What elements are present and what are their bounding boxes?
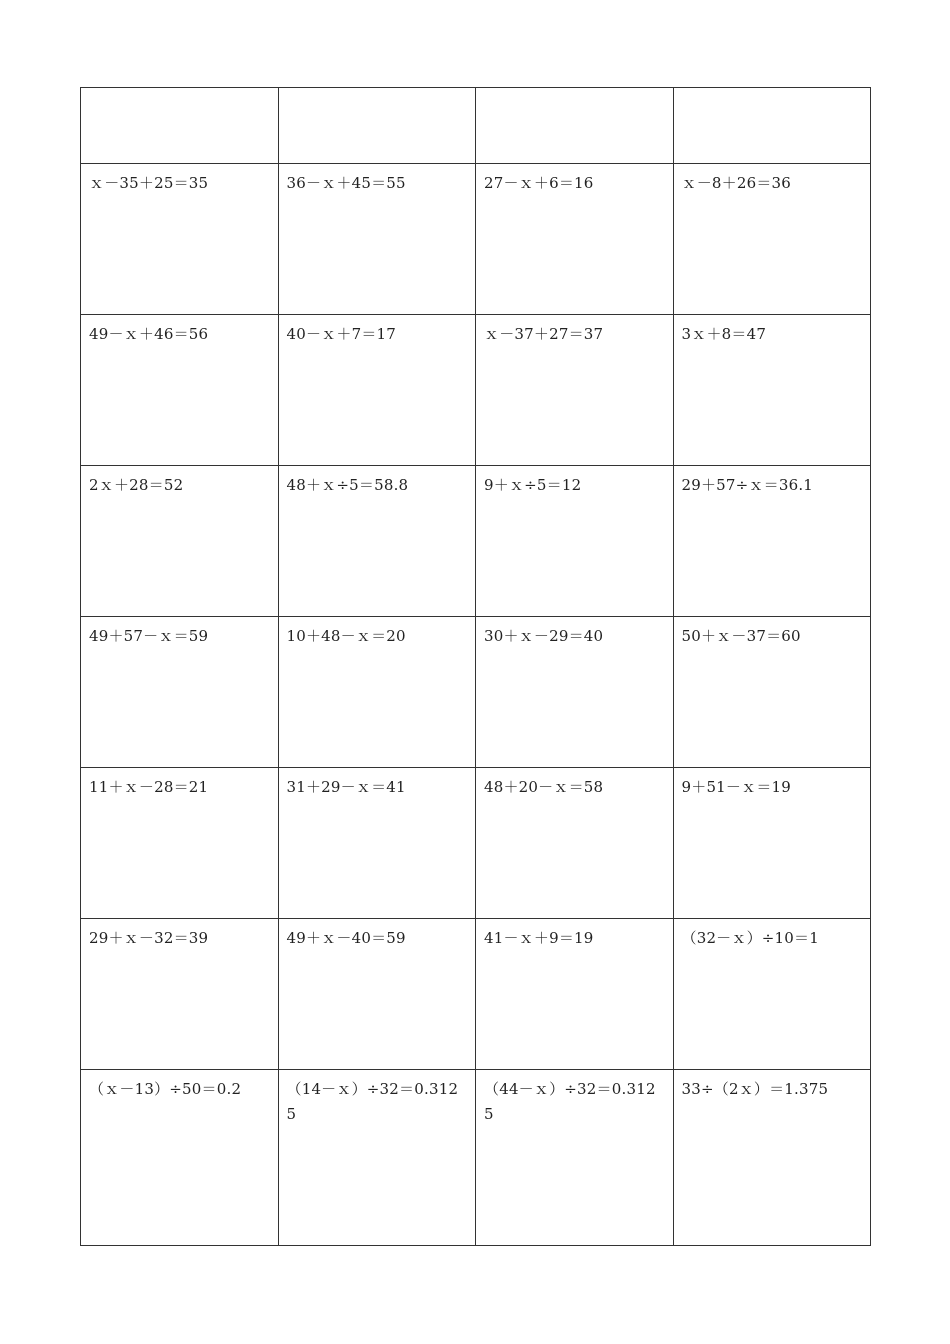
equation-cell: 40－ｘ＋7＝17 xyxy=(278,315,476,466)
equation-cell: 10＋48－ｘ＝20 xyxy=(278,617,476,768)
equation-cell: 41－ｘ＋9＝19 xyxy=(476,919,674,1070)
equation-cell: （14－ｘ）÷32＝0.3125 xyxy=(278,1070,476,1246)
equation-cell: 31＋29－ｘ＝41 xyxy=(278,768,476,919)
empty-cell xyxy=(476,88,674,164)
table-row xyxy=(81,768,871,919)
equation-cell: （ｘ－13）÷50＝0.2 xyxy=(81,1070,279,1246)
equation-cell: 11＋ｘ－28＝21 xyxy=(81,768,279,919)
equation-cell: 2ｘ＋28＝52 xyxy=(81,466,279,617)
equation-cell: （44－ｘ）÷32＝0.3125 xyxy=(476,1070,674,1246)
table-row xyxy=(81,1070,871,1246)
equation-cell: 9＋51－ｘ＝19 xyxy=(673,768,871,919)
equation-cell: 27－ｘ＋6＝16 xyxy=(476,164,674,315)
table-row xyxy=(81,88,871,164)
equation-cell: ｘ－8＋26＝36 xyxy=(673,164,871,315)
equation-cell: 3ｘ＋8＝47 xyxy=(673,315,871,466)
equation-cell: 48＋20－ｘ＝58 xyxy=(476,768,674,919)
equation-cell: 30＋ｘ－29＝40 xyxy=(476,617,674,768)
equation-cell: ｘ－35＋25＝35 xyxy=(81,164,279,315)
empty-cell xyxy=(673,88,871,164)
table-row xyxy=(81,617,871,768)
table-row xyxy=(81,164,871,315)
equation-cell: 36－ｘ＋45＝55 xyxy=(278,164,476,315)
equation-worksheet-table xyxy=(80,87,871,1246)
equation-cell: 48＋ｘ÷5＝58.8 xyxy=(278,466,476,617)
equation-cell: 49＋ｘ－40＝59 xyxy=(278,919,476,1070)
equation-cell: （32－ｘ）÷10＝1 xyxy=(673,919,871,1070)
table-row xyxy=(81,919,871,1070)
empty-cell xyxy=(278,88,476,164)
equation-cell: 33÷（2ｘ）＝1.375 xyxy=(673,1070,871,1246)
equation-cell: 50＋ｘ－37＝60 xyxy=(673,617,871,768)
equation-cell: ｘ－37＋27＝37 xyxy=(476,315,674,466)
equation-cell: 9＋ｘ÷5＝12 xyxy=(476,466,674,617)
empty-cell xyxy=(81,88,279,164)
table-row xyxy=(81,466,871,617)
equation-cell: 49＋57－ｘ＝59 xyxy=(81,617,279,768)
equation-cell: 29＋ｘ－32＝39 xyxy=(81,919,279,1070)
equation-cell: 49－ｘ＋46＝56 xyxy=(81,315,279,466)
equation-cell: 29＋57÷ｘ＝36.1 xyxy=(673,466,871,617)
table-row xyxy=(81,315,871,466)
